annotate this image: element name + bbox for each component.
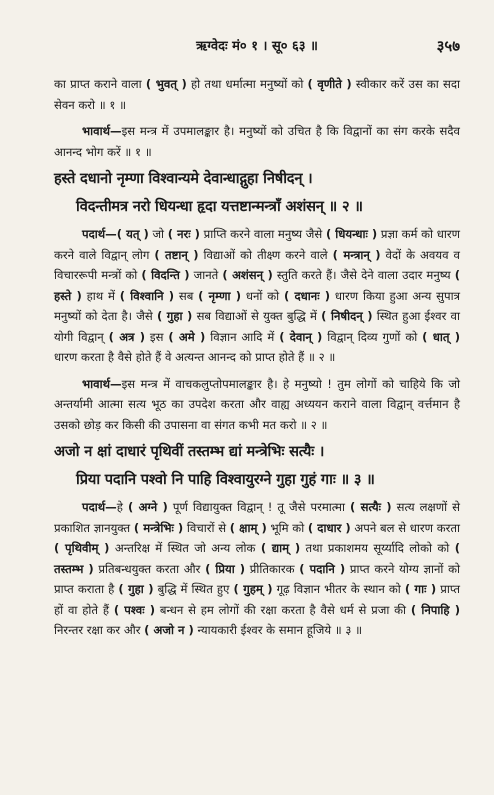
sanskrit-term: ( नरः ) — [167, 227, 200, 241]
sanskrit-term: ( निषीदन् ) — [321, 309, 373, 323]
sanskrit-term: ( यत् ) — [116, 227, 149, 241]
sanskrit-term: ( गुहा ) — [156, 309, 193, 323]
sanskrit-term: ( तस्तम्भ ) — [54, 541, 461, 576]
sanskrit-term: ( मन्त्रान् ) — [332, 247, 381, 262]
sanskrit-term: ( प्रिया ) — [205, 561, 246, 576]
sanskrit-term: ( गाः ) — [404, 582, 437, 596]
sanskrit-term: ( विदन्ति ) — [141, 268, 190, 282]
sanskrit-term: ( दधानः ) — [284, 288, 331, 303]
mantra-line: हस्ते दधानो नृम्णा विश्वान्यमे देवान्धाद्गुहा निषीदन् । — [54, 170, 313, 187]
sanskrit-term: ( पृथिवीम् ) — [54, 541, 110, 555]
section-label: पदार्थ— — [82, 227, 117, 241]
sanskrit-term: ( गुहम् ) — [233, 582, 273, 596]
sanskrit-term: ( विश्वानि ) — [119, 288, 175, 303]
bhavartha-paragraph — [54, 374, 460, 436]
mantra-line: विदन्तीमत्र नरो धियन्धा हृदा यत्तष्टान्मन्त्राँ अशंसन् ॥ २ ॥ — [76, 198, 363, 215]
page-number: ३५७ — [436, 37, 460, 55]
paragraph-continuation — [54, 74, 460, 115]
sanskrit-term: ( गुहा ) — [118, 582, 154, 596]
sanskrit-term: ( नृम्णा ) — [198, 288, 242, 303]
padartha-paragraph — [54, 224, 460, 368]
sanskrit-term: ( अमे ) — [168, 329, 206, 344]
sanskrit-term: ( अजो न ) — [144, 623, 194, 637]
sanskrit-term: ( अग्ने ) — [127, 500, 168, 514]
sanskrit-term: ( द्याम् ) — [260, 541, 301, 555]
paragraph-text: हे ( अग्ने ) पूर्ण विद्यायुक्त विद्वान् ! तू जैसे परमात्मा ( सत्यैः ) सत्य लक्षणों से प्रकाशित ज्ञानयुक्त ( मन्त्रेभिः ) विचारों से ( क्षाम् ) भूमि को ( दाधार ) अपने बल से धारण करता ( पृथिवीम् ) अन्तरिक्ष में स्थित जो अन्य लोक ( द्याम् ) तथा प्रकाशमय सूर्य्यादि लोको को ( तस्तम्भ ) प्रतिबन्धयुक्त करता और ( प्रिया ) प्रीतिकारक ( पदानि ) प्राप्त करने योग्य ज्ञानों को प्राप्त कराता है ( गुहा ) बुद्धि में स्थित हुए ( गुहम् ) गूढ़ विज्ञान भीतर के स्थान को ( गाः ) प्राप्त हों वा होते हैं ( पश्वः ) बन्धन से हम लोगों की रक्षा करता है वैसे धर्म से प्रजा की ( निपाहि ) निरन्तर रक्षा कर और ( अजो न ) न्यायकारी ईश्वर के समान हूजिये ॥ ३ ॥ — [54, 500, 461, 637]
running-title: ऋग्वेदः मं० १ । सू० ६३ ॥ — [196, 39, 318, 54]
page-body — [54, 74, 460, 647]
sanskrit-term: ( अत्र ) — [108, 329, 146, 344]
sanskrit-term: ( सत्यैः ) — [350, 500, 392, 514]
sanskrit-term: ( धात् ) — [422, 329, 460, 344]
sanskrit-term: ( भुवत् ) — [145, 77, 187, 91]
section-label: भावार्थ— — [82, 376, 122, 391]
sanskrit-term: ( तष्टान् ) — [154, 247, 199, 262]
paragraph-text: का प्राप्त कराने वाला ( भुवत् ) हो तथा धर्मात्मा मनुष्यों को ( वृणीते ) स्वीकार करें उस का सदा सेवन करो ॥ १ ॥ — [54, 77, 460, 112]
mantra-line: प्रिया पदानि पश्वो नि पाहि विश्वायुरग्ने गुहा गुहं गाः ॥ ३ ॥ — [76, 471, 375, 488]
sanskrit-term: ( अशंसन् ) — [222, 268, 273, 282]
sanskrit-term: ( दाधार ) — [307, 520, 351, 535]
sanskrit-term: ( हस्ते ) — [54, 268, 461, 303]
sanskrit-term: ( पश्वः ) — [113, 602, 156, 617]
sanskrit-term: ( क्षाम् ) — [229, 520, 267, 535]
sanskrit-term: ( मन्त्रेभिः ) — [133, 520, 184, 535]
paragraph-text: ( यत् ) जो ( नरः ) प्राप्ति करने वाला मनुष्य जैसे ( धियन्धाः ) प्रज्ञा कर्म को धारण करने वाले विद्वान् लोग ( तष्टान् ) विद्याओं को तीक्ष्ण करने वाले ( मन्त्रान् ) वेदों के अवयव व विचाररूपी मन्त्रों को ( विदन्ति ) जानते ( अशंसन् ) स्तुति करते हैं। जैसे देने वाला उदार मनुष्य ( हस्ते ) हाथ में ( विश्वानि ) सब ( नृम्णा ) धनों को ( दधानः ) धारण किया हुआ अन्य सुपात्र मनुष्यों को देता है। जैसे ( गुहा ) सब विद्याओं से युक्त बुद्धि में ( निषीदन् ) स्थित हुआ ईश्वर वा योगी विद्वान् ( अत्र ) इस ( अमे ) विज्ञान आदि में ( देवान् ) विद्वान् दिव्य गुणों को ( धात् ) धारण करता है वैसे होते हैं वे अत्यन्त आनन्द को प्राप्त होते हैं ॥ २ ॥ — [54, 227, 461, 364]
sanskrit-term: ( वृणीते ) — [307, 77, 352, 91]
sanskrit-term: ( देवान् ) — [279, 329, 323, 344]
bhavartha-paragraph — [54, 121, 460, 162]
section-label: भावार्थ— — [82, 124, 122, 138]
paragraph-text: इस मन्त्र में वाचकलुप्तोपमालङ्कार है। हे मनुष्यो ! तुम लोगों को चाहिये कि जो अन्तर्यामी आत्मा सत्य भूठ का उपदेश करता और वाह्य अध्ययन कराने वाला विद्वान् वर्त्तमान है उसको छोड़ कर किसी की उपासना वा संगत कभी मत करो ॥ २ ॥ — [54, 376, 460, 432]
sanskrit-term: ( धियन्धाः ) — [325, 227, 378, 241]
mantra-line: अजो न क्षां दाधारं पृथिवीं तस्तम्भ द्यां मन्त्रेभिः सत्यैः । — [54, 443, 325, 460]
paragraph-text: इस मन्त्र में उपमालङ्कार है। मनुष्यों को उचित है कि विद्वानों का संग करके सदैव आनन्द भोग करें ॥ १ ॥ — [54, 124, 460, 159]
padartha-paragraph — [54, 497, 460, 641]
section-label: पदार्थ— — [82, 500, 117, 514]
page-header — [54, 36, 460, 58]
sanskrit-term: ( निपाहि ) — [410, 602, 460, 617]
sanskrit-term: ( पदानि ) — [299, 561, 346, 576]
